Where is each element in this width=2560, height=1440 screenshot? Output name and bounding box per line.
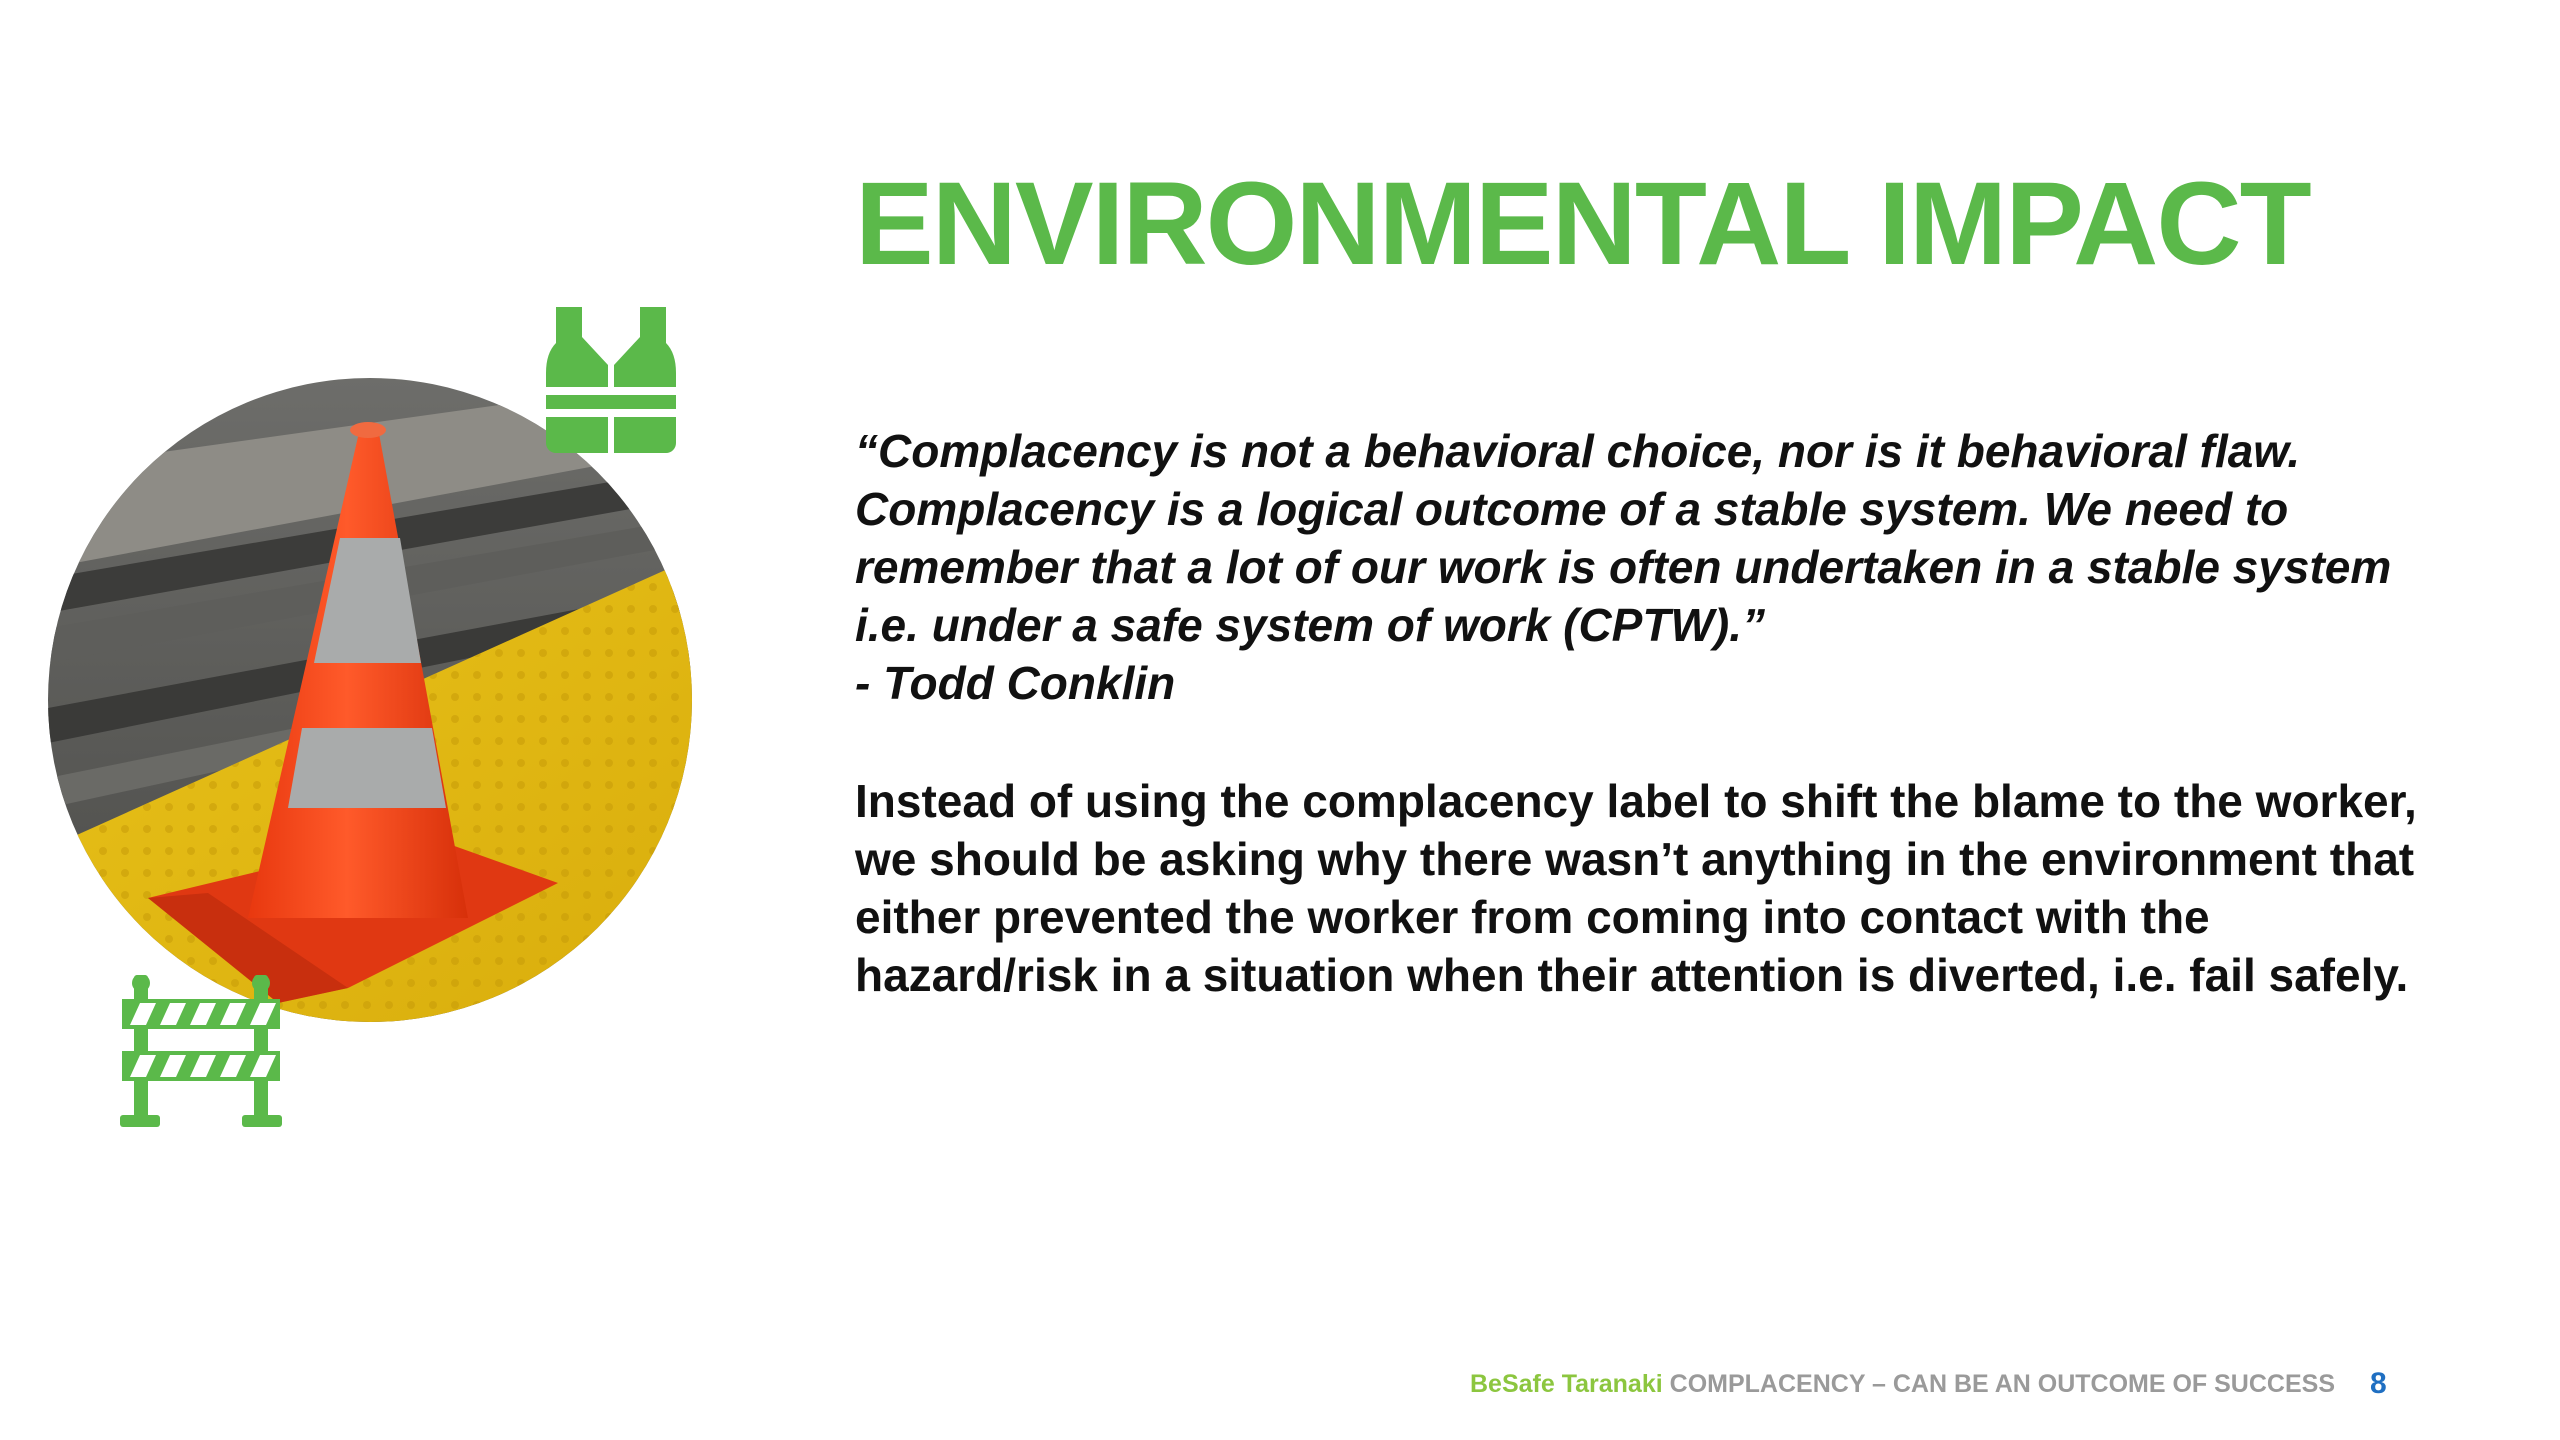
road-barrier-icon (120, 975, 282, 1127)
page-number: 8 (2370, 1367, 2387, 1400)
footer-tagline: COMPLACENCY – CAN BE AN OUTCOME OF SUCCESS (1669, 1370, 2335, 1398)
body-line: we should be asking why there wasn’t anything in the environment that (855, 833, 2415, 885)
quote-line: “Complacency is not a behavioral choice, nor is it behavioral flaw. (855, 425, 2301, 477)
body-paragraph (855, 772, 2415, 1004)
footer (1470, 1370, 2335, 1399)
slide-title: ENVIRONMENTAL IMPACT (855, 158, 2310, 290)
traffic-cone-photo (48, 378, 692, 1022)
body-line: Instead of using the complacency label to shift the blame to the worker, (855, 775, 2417, 827)
body-line: hazard/risk in a situation when their attention is diverted, i.e. fail safely. (855, 949, 2409, 1001)
quote-line: remember that a lot of our work is often undertaken in a stable system (855, 541, 2392, 593)
safety-vest-icon (536, 305, 686, 455)
quote-attribution: - Todd Conklin (855, 657, 1176, 709)
quote-line: Complacency is a logical outcome of a stable system. We need to (855, 483, 2289, 535)
footer-brand: BeSafe Taranaki (1470, 1370, 1663, 1398)
body-line: either prevented the worker from coming into contact with the (855, 891, 2210, 943)
quote-line: i.e. under a safe system of work (CPTW).” (855, 599, 1765, 651)
quote-block (855, 422, 2415, 712)
